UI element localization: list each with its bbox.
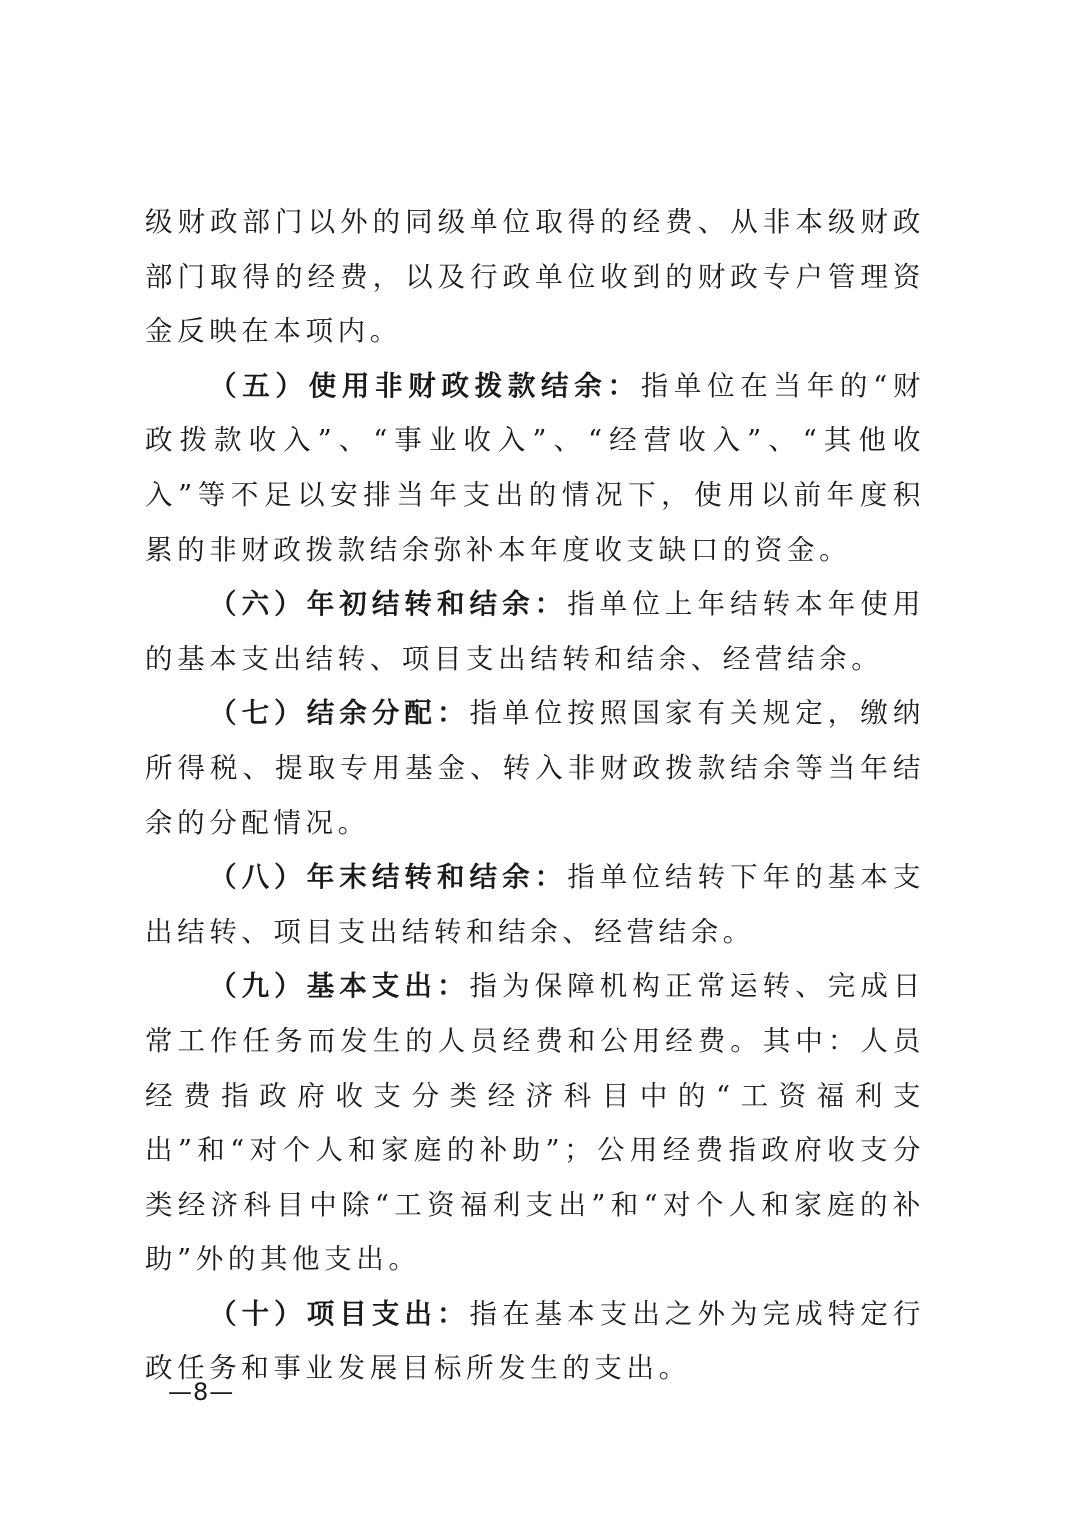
term-heading: （五）使用非财政拨款结余： xyxy=(209,369,641,402)
paragraph-item-10 xyxy=(145,1287,925,1396)
term-heading: （八）年末结转和结余： xyxy=(209,861,568,894)
paragraph-body: 指在基本支出之外为完成特定行政任务和事业发展目标所发生的支出。 xyxy=(145,1297,925,1385)
paragraph-body: 指单位按照国家有关规定，缴纳所得税、提取专用基金、转入非财政拨款结余等当年结余的分配情况。 xyxy=(145,697,925,839)
page-number: —8— xyxy=(168,1378,235,1406)
paragraph-item-5 xyxy=(145,359,925,577)
paragraph-body: 指单位结转下年的基本支出结转、项目支出结转和结余、经营结余。 xyxy=(145,861,925,948)
paragraph-body: 指为保障机构正常运转、完成日常工作任务而发生的人员经费和公用经费。其中：人员经费指政府收支分类经济科目中的“工资福利支出”和“对个人和家庭的补助”；公用经费指政府收支分类经济科目中除“工资福利支出”和“对个人和家庭的补助”外的其他支出。 xyxy=(145,970,925,1276)
paragraph-item-8 xyxy=(145,850,925,959)
paragraph-item-7 xyxy=(145,686,925,850)
term-heading: （七）结余分配： xyxy=(209,697,470,730)
paragraph-continued xyxy=(145,195,925,359)
paragraph-body: 级财政部门以外的同级单位取得的经费、从非本级财政部门取得的经费，以及行政单位收到的财政专户管理资金反映在本项内。 xyxy=(145,206,925,348)
term-heading: （十）项目支出： xyxy=(209,1297,470,1330)
paragraph-body: 指单位上年结转本年使用的基本支出结转、项目支出结转和结余、经营结余。 xyxy=(145,588,925,675)
body-text xyxy=(145,195,925,1396)
term-heading: （九）基本支出： xyxy=(209,970,470,1003)
paragraph-body: 指单位在当年的“财政拨款收入”、“事业收入”、“经营收入”、“其他收入”等不足以安排当年支出的情况下，使用以前年度积累的非财政拨款结余弥补本年度收支缺口的资金。 xyxy=(145,369,925,566)
paragraph-item-9 xyxy=(145,959,925,1287)
paragraph-item-6 xyxy=(145,577,925,686)
term-heading: （六）年初结转和结余： xyxy=(209,588,568,621)
